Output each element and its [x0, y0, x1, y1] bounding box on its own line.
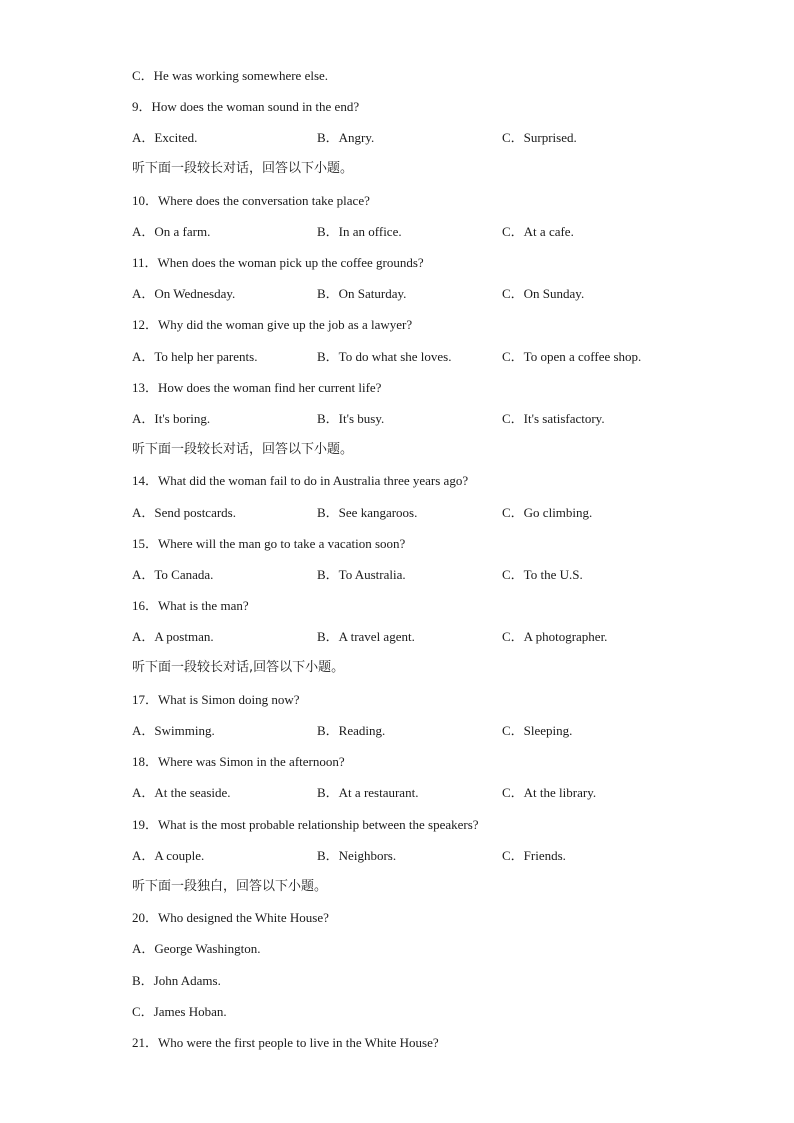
option-c: C．Surprised. [502, 130, 577, 145]
option-b: B．To do what she loves. [317, 349, 452, 364]
option-a: A．On a farm. [132, 224, 211, 239]
question-19: 19．What is the most probable relationship between the speakers? [132, 817, 479, 832]
option-b: B．In an office. [317, 224, 402, 239]
question-18: 18．Where was Simon in the afternoon? [132, 754, 345, 769]
option-a: A．To Canada. [132, 567, 214, 582]
option-a: A．On Wednesday. [132, 286, 236, 301]
option-a: A．To help her parents. [132, 349, 258, 364]
option-a: A．A postman. [132, 629, 214, 644]
question-11: 11．When does the woman pick up the coffee grounds? [132, 255, 424, 270]
section-instruction: 听下面一段独白，回答以下小题。 [132, 879, 328, 894]
question-20: 20．Who designed the White House? [132, 910, 329, 925]
option-a: A．A couple. [132, 848, 205, 863]
option-c: C．Go climbing. [502, 505, 593, 520]
option-b: B．Reading. [317, 723, 386, 738]
option-c: C．At a cafe. [502, 224, 574, 239]
section-instruction: 听下面一段较长对话，回答以下小题。 [132, 442, 354, 457]
section-instruction: 听下面一段较长对话，回答以下小题。 [132, 161, 354, 176]
option-c: C．Friends. [502, 848, 566, 863]
option-b: B．See kangaroos. [317, 505, 418, 520]
question-13: 13．How does the woman find her current life? [132, 380, 382, 395]
question-17: 17．What is Simon doing now? [132, 692, 300, 707]
option-b: B．At a restaurant. [317, 785, 419, 800]
option-c: C．To the U.S. [502, 567, 583, 582]
option-line: C．He was working somewhere else. [132, 68, 329, 83]
question-15: 15．Where will the man go to take a vacation soon? [132, 536, 406, 551]
option-line-a: A．George Washington. [132, 941, 261, 956]
option-b: B．A travel agent. [317, 629, 415, 644]
option-c: C．On Sunday. [502, 286, 585, 301]
option-a: A．Send postcards. [132, 505, 236, 520]
option-a: A．At the seaside. [132, 785, 231, 800]
question-21: 21．Who were the first people to live in the White House? [132, 1035, 439, 1050]
option-line-b: B．John Adams. [132, 973, 221, 988]
question-9: 9．How does the woman sound in the end? [132, 99, 360, 114]
question-16: 16．What is the man? [132, 598, 249, 613]
question-14: 14．What did the woman fail to do in Australia three years ago? [132, 473, 469, 488]
option-c: C．Sleeping. [502, 723, 573, 738]
option-a: A．It's boring. [132, 411, 211, 426]
option-c: C．A photographer. [502, 629, 608, 644]
option-line-c: C．James Hoban. [132, 1004, 227, 1019]
option-a: A．Excited. [132, 130, 198, 145]
option-c: C．To open a coffee shop. [502, 349, 642, 364]
question-10: 10．Where does the conversation take place? [132, 193, 370, 208]
section-instruction: 听下面一段较长对话,回答以下小题。 [132, 660, 345, 675]
option-b: B．Neighbors. [317, 848, 397, 863]
option-b: B．To Australia. [317, 567, 406, 582]
option-c: C．It's satisfactory. [502, 411, 605, 426]
option-c: C．At the library. [502, 785, 597, 800]
option-b: B．Angry. [317, 130, 375, 145]
question-12: 12．Why did the woman give up the job as a lawyer? [132, 317, 413, 332]
option-a: A．Swimming. [132, 723, 215, 738]
option-b: B．On Saturday. [317, 286, 407, 301]
option-b: B．It's busy. [317, 411, 385, 426]
